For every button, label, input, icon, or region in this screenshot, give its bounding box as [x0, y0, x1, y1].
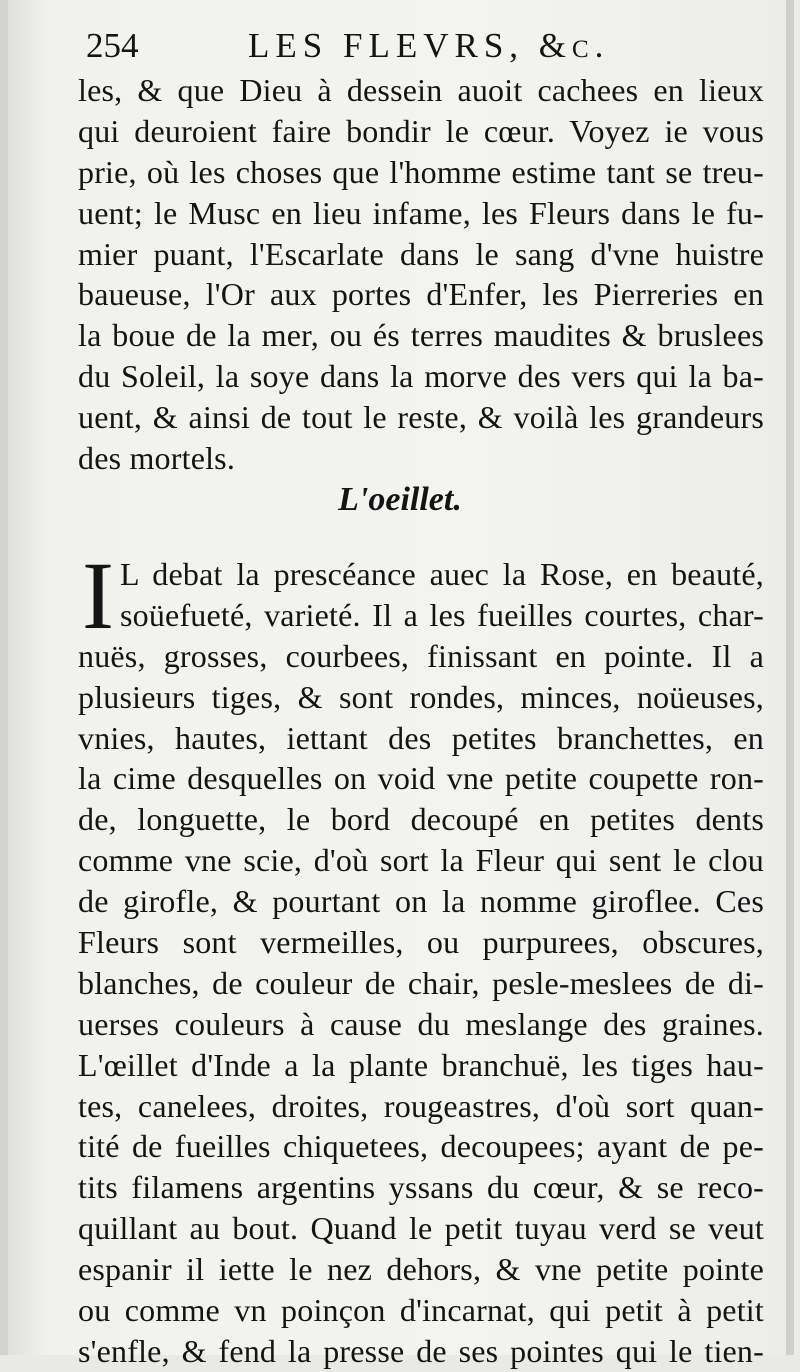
text-line: mier puant, l'Escarlate dans le sang d'vne huistre	[78, 235, 764, 272]
text-line: L debat la prescéance auec la Rose, en beauté,	[120, 556, 764, 592]
main-paragraph	[78, 542, 764, 1372]
running-head	[86, 24, 736, 68]
page-number: 254	[86, 26, 139, 65]
text-line: la boue de la mer, ou és terres maudites & bruslees	[78, 317, 764, 354]
text-line: uent, & ainsi de tout le reste, & voilà les grandeurs	[78, 399, 764, 436]
text-line: comme vne scie, d'où sort la Fleur qui sent le clou	[78, 842, 764, 879]
text-line: Fleurs sont vermeilles, ou purpurees, obscures,	[78, 924, 764, 961]
text-line: prie, où les choses que l'homme estime tant se treu-	[78, 153, 764, 190]
text-line: qui deuroient faire bondir le cœur. Voyez ie vous	[78, 112, 764, 149]
text-line: uerses couleurs à cause du meslange des graines.	[78, 1005, 764, 1042]
text-line: la cime desquelles on void vne petite coupette ron-	[78, 760, 764, 797]
text-line: uent; le Musc en lieu infame, les Fleurs dans le fu-	[78, 194, 764, 231]
text-line: ou comme vn poinçon d'incarnat, qui petit à petit	[78, 1292, 764, 1329]
running-head-title: LES FLEVRS, &c.	[248, 26, 610, 65]
text-line: baueuse, l'Or aux portes d'Enfer, les Pierreries en	[78, 276, 764, 313]
text-line: espanir il iette le nez dehors, & vne petite pointe	[78, 1251, 764, 1288]
text-line: tes, canelees, droites, rougeastres, d'où sort quan-	[78, 1087, 764, 1124]
text-line: de, longuette, le bord decoupé en petites dents	[78, 801, 764, 838]
text-line: du Soleil, la soye dans la morve des vers qui la ba-	[78, 358, 764, 395]
continued-paragraph	[78, 70, 764, 479]
text-line: des mortels.	[78, 440, 236, 477]
text-line: plusieurs tiges, & sont rondes, minces, noüeuses,	[78, 678, 764, 715]
text-line: L'œillet d'Inde a la plante branchuë, les tiges hau-	[78, 1046, 764, 1083]
text-line: de girofle, & pourtant on la nomme giroflee. Ces	[78, 883, 764, 920]
text-line: tits filamens argentins yssans du cœur, & se reco-	[78, 1169, 764, 1206]
text-line: soüefueté, varieté. Il a les fueilles courtes, char-	[120, 596, 764, 633]
text-line: blanches, de couleur de chair, pesle-meslees de di-	[78, 964, 764, 1001]
text-line: les, & que Dieu à dessein auoit cachees en lieux	[78, 72, 764, 108]
text-line: tité de fueilles chiquetees, decoupees; ayant de pe-	[78, 1128, 764, 1165]
text-line: quillant au bout. Quand le petit tuyau verd se veut	[78, 1210, 764, 1247]
section-heading: L'oeillet.	[338, 481, 462, 518]
text-line: vnies, hautes, iettant des petites branchettes, en	[78, 719, 764, 756]
drop-cap: I	[82, 542, 114, 649]
text-line: nuës, grosses, courbees, finissant en pointe. Il a	[78, 637, 764, 674]
text-line: s'enfle, & fend la presse de ses pointes qui le tien-	[78, 1332, 764, 1369]
